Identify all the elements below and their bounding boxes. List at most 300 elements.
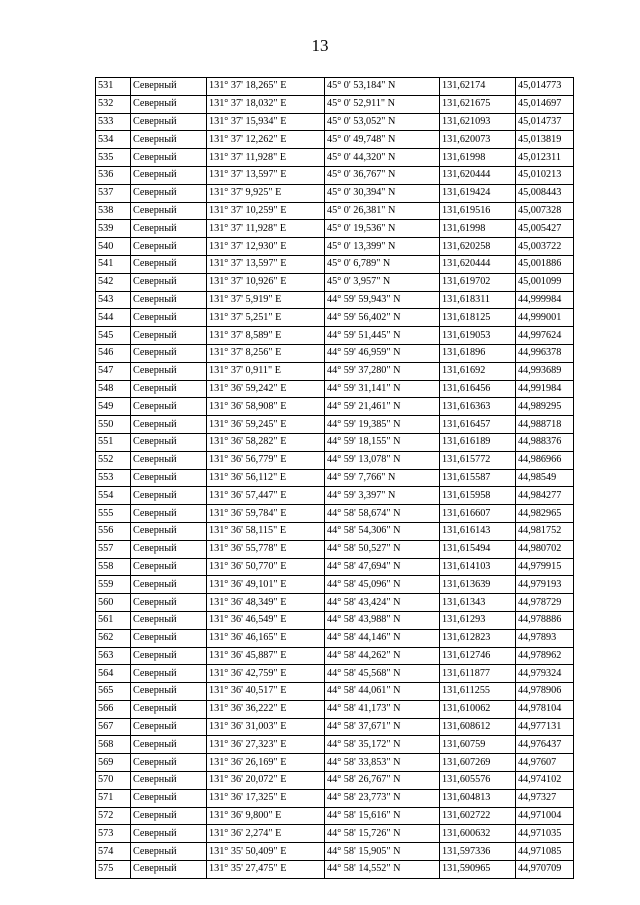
longitude-dms-cell: 131° 36' 58,115" E: [207, 522, 325, 540]
latitude-decimal-cell: 45,013819: [516, 131, 574, 149]
point-number-cell: 564: [96, 665, 131, 683]
latitude-dms-cell: 44° 58' 15,616" N: [325, 807, 440, 825]
direction-cell: Северный: [131, 149, 207, 167]
latitude-decimal-cell: 44,98549: [516, 469, 574, 487]
point-number-cell: 558: [96, 558, 131, 576]
direction-cell: Северный: [131, 772, 207, 790]
direction-cell: Северный: [131, 700, 207, 718]
latitude-dms-cell: 44° 58' 15,726" N: [325, 825, 440, 843]
direction-cell: Северный: [131, 202, 207, 220]
coordinates-table: [95, 77, 574, 879]
longitude-decimal-cell: 131,619702: [440, 273, 516, 291]
longitude-decimal-cell: 131,62174: [440, 78, 516, 96]
latitude-decimal-cell: 44,991984: [516, 380, 574, 398]
direction-cell: Северный: [131, 647, 207, 665]
latitude-decimal-cell: 45,005427: [516, 220, 574, 238]
longitude-decimal-cell: 131,615772: [440, 451, 516, 469]
direction-cell: Северный: [131, 291, 207, 309]
table-row: [96, 113, 574, 131]
longitude-decimal-cell: 131,611877: [440, 665, 516, 683]
latitude-dms-cell: 44° 58' 50,527" N: [325, 540, 440, 558]
table-row: [96, 220, 574, 238]
longitude-dms-cell: 131° 37' 8,256" E: [207, 344, 325, 362]
table-row: [96, 273, 574, 291]
latitude-dms-cell: 44° 58' 14,552" N: [325, 861, 440, 879]
longitude-decimal-cell: 131,61998: [440, 149, 516, 167]
longitude-decimal-cell: 131,621675: [440, 95, 516, 113]
latitude-dms-cell: 44° 59' 46,959" N: [325, 344, 440, 362]
latitude-dms-cell: 44° 59' 19,385" N: [325, 416, 440, 434]
table-row: [96, 736, 574, 754]
latitude-dms-cell: 45° 0' 26,381" N: [325, 202, 440, 220]
point-number-cell: 533: [96, 113, 131, 131]
table-row: [96, 522, 574, 540]
latitude-decimal-cell: 44,978906: [516, 683, 574, 701]
point-number-cell: 537: [96, 184, 131, 202]
direction-cell: Северный: [131, 683, 207, 701]
table-row: [96, 789, 574, 807]
latitude-dms-cell: 45° 0' 53,052" N: [325, 113, 440, 131]
table-row: [96, 594, 574, 612]
latitude-dms-cell: 44° 58' 35,172" N: [325, 736, 440, 754]
point-number-cell: 545: [96, 327, 131, 345]
longitude-decimal-cell: 131,60759: [440, 736, 516, 754]
longitude-dms-cell: 131° 36' 58,908" E: [207, 398, 325, 416]
direction-cell: Северный: [131, 558, 207, 576]
longitude-dms-cell: 131° 37' 5,251" E: [207, 309, 325, 327]
latitude-dms-cell: 44° 58' 47,694" N: [325, 558, 440, 576]
table-row: [96, 380, 574, 398]
direction-cell: Северный: [131, 505, 207, 523]
latitude-decimal-cell: 45,014697: [516, 95, 574, 113]
point-number-cell: 552: [96, 451, 131, 469]
longitude-decimal-cell: 131,61343: [440, 594, 516, 612]
point-number-cell: 541: [96, 255, 131, 273]
longitude-dms-cell: 131° 36' 27,323" E: [207, 736, 325, 754]
latitude-decimal-cell: 44,989295: [516, 398, 574, 416]
point-number-cell: 534: [96, 131, 131, 149]
latitude-decimal-cell: 44,979915: [516, 558, 574, 576]
longitude-dms-cell: 131° 36' 59,245" E: [207, 416, 325, 434]
longitude-dms-cell: 131° 36' 56,112" E: [207, 469, 325, 487]
latitude-decimal-cell: 45,014773: [516, 78, 574, 96]
direction-cell: Северный: [131, 825, 207, 843]
table-row: [96, 166, 574, 184]
point-number-cell: 540: [96, 238, 131, 256]
longitude-dms-cell: 131° 36' 46,165" E: [207, 629, 325, 647]
latitude-dms-cell: 44° 59' 37,280" N: [325, 362, 440, 380]
direction-cell: Северный: [131, 594, 207, 612]
longitude-decimal-cell: 131,602722: [440, 807, 516, 825]
table-row: [96, 451, 574, 469]
point-number-cell: 550: [96, 416, 131, 434]
table-row: [96, 362, 574, 380]
latitude-dms-cell: 45° 0' 52,911" N: [325, 95, 440, 113]
longitude-decimal-cell: 131,610062: [440, 700, 516, 718]
longitude-dms-cell: 131° 37' 11,928" E: [207, 220, 325, 238]
latitude-dms-cell: 44° 59' 13,078" N: [325, 451, 440, 469]
longitude-dms-cell: 131° 37' 10,259" E: [207, 202, 325, 220]
table-row: [96, 149, 574, 167]
latitude-decimal-cell: 44,988718: [516, 416, 574, 434]
latitude-decimal-cell: 44,999984: [516, 291, 574, 309]
latitude-dms-cell: 44° 59' 21,461" N: [325, 398, 440, 416]
longitude-decimal-cell: 131,608612: [440, 718, 516, 736]
latitude-decimal-cell: 44,978729: [516, 594, 574, 612]
table-row: [96, 487, 574, 505]
latitude-dms-cell: 44° 58' 43,424" N: [325, 594, 440, 612]
longitude-dms-cell: 131° 37' 15,934" E: [207, 113, 325, 131]
table-row: [96, 825, 574, 843]
table-row: [96, 665, 574, 683]
page-number: 13: [311, 36, 329, 55]
latitude-dms-cell: 44° 58' 37,671" N: [325, 718, 440, 736]
latitude-dms-cell: 45° 0' 19,536" N: [325, 220, 440, 238]
latitude-decimal-cell: 44,999001: [516, 309, 574, 327]
latitude-dms-cell: 44° 58' 44,262" N: [325, 647, 440, 665]
table-row: [96, 683, 574, 701]
longitude-dms-cell: 131° 36' 58,282" E: [207, 433, 325, 451]
table-row: [96, 95, 574, 113]
point-number-cell: 532: [96, 95, 131, 113]
longitude-decimal-cell: 131,61896: [440, 344, 516, 362]
longitude-dms-cell: 131° 37' 13,597" E: [207, 255, 325, 273]
direction-cell: Северный: [131, 362, 207, 380]
latitude-dms-cell: 44° 58' 23,773" N: [325, 789, 440, 807]
latitude-decimal-cell: 44,97893: [516, 629, 574, 647]
direction-cell: Северный: [131, 131, 207, 149]
latitude-dms-cell: 45° 0' 13,399" N: [325, 238, 440, 256]
longitude-decimal-cell: 131,61998: [440, 220, 516, 238]
longitude-decimal-cell: 131,618125: [440, 309, 516, 327]
direction-cell: Северный: [131, 380, 207, 398]
direction-cell: Северный: [131, 629, 207, 647]
latitude-decimal-cell: 45,012311: [516, 149, 574, 167]
longitude-decimal-cell: 131,615494: [440, 540, 516, 558]
latitude-decimal-cell: 44,977131: [516, 718, 574, 736]
longitude-decimal-cell: 131,620444: [440, 255, 516, 273]
longitude-decimal-cell: 131,616189: [440, 433, 516, 451]
longitude-dms-cell: 131° 37' 12,262" E: [207, 131, 325, 149]
point-number-cell: 560: [96, 594, 131, 612]
longitude-decimal-cell: 131,612823: [440, 629, 516, 647]
point-number-cell: 531: [96, 78, 131, 96]
longitude-decimal-cell: 131,618311: [440, 291, 516, 309]
direction-cell: Северный: [131, 309, 207, 327]
table-row: [96, 416, 574, 434]
longitude-dms-cell: 131° 37' 11,928" E: [207, 149, 325, 167]
latitude-decimal-cell: 44,986966: [516, 451, 574, 469]
direction-cell: Северный: [131, 220, 207, 238]
longitude-dms-cell: 131° 37' 0,911" E: [207, 362, 325, 380]
longitude-dms-cell: 131° 36' 20,072" E: [207, 772, 325, 790]
latitude-decimal-cell: 45,001099: [516, 273, 574, 291]
table-row: [96, 647, 574, 665]
latitude-decimal-cell: 44,981752: [516, 522, 574, 540]
latitude-decimal-cell: 44,978886: [516, 611, 574, 629]
longitude-decimal-cell: 131,621093: [440, 113, 516, 131]
direction-cell: Северный: [131, 754, 207, 772]
longitude-decimal-cell: 131,612746: [440, 647, 516, 665]
point-number-cell: 556: [96, 522, 131, 540]
latitude-decimal-cell: 44,984277: [516, 487, 574, 505]
longitude-decimal-cell: 131,620258: [440, 238, 516, 256]
latitude-decimal-cell: 45,008443: [516, 184, 574, 202]
table-row: [96, 576, 574, 594]
latitude-decimal-cell: 44,979193: [516, 576, 574, 594]
point-number-cell: 551: [96, 433, 131, 451]
longitude-dms-cell: 131° 36' 36,222" E: [207, 700, 325, 718]
latitude-dms-cell: 44° 58' 43,988" N: [325, 611, 440, 629]
latitude-decimal-cell: 45,014737: [516, 113, 574, 131]
table-row: [96, 291, 574, 309]
longitude-dms-cell: 131° 36' 59,242" E: [207, 380, 325, 398]
table-row: [96, 718, 574, 736]
latitude-decimal-cell: 44,978104: [516, 700, 574, 718]
longitude-decimal-cell: 131,613639: [440, 576, 516, 594]
table-row: [96, 629, 574, 647]
latitude-dms-cell: 45° 0' 53,184" N: [325, 78, 440, 96]
table-row: [96, 433, 574, 451]
longitude-decimal-cell: 131,605576: [440, 772, 516, 790]
longitude-dms-cell: 131° 36' 45,887" E: [207, 647, 325, 665]
direction-cell: Северный: [131, 789, 207, 807]
direction-cell: Северный: [131, 78, 207, 96]
point-number-cell: 572: [96, 807, 131, 825]
direction-cell: Северный: [131, 736, 207, 754]
point-number-cell: 567: [96, 718, 131, 736]
table-row: [96, 540, 574, 558]
point-number-cell: 559: [96, 576, 131, 594]
longitude-dms-cell: 131° 36' 57,447" E: [207, 487, 325, 505]
longitude-dms-cell: 131° 37' 12,930" E: [207, 238, 325, 256]
direction-cell: Северный: [131, 861, 207, 879]
longitude-decimal-cell: 131,61692: [440, 362, 516, 380]
latitude-dms-cell: 44° 58' 45,568" N: [325, 665, 440, 683]
longitude-decimal-cell: 131,616457: [440, 416, 516, 434]
point-number-cell: 573: [96, 825, 131, 843]
longitude-dms-cell: 131° 37' 5,919" E: [207, 291, 325, 309]
point-number-cell: 539: [96, 220, 131, 238]
latitude-dms-cell: 44° 58' 26,767" N: [325, 772, 440, 790]
longitude-dms-cell: 131° 37' 8,589" E: [207, 327, 325, 345]
point-number-cell: 569: [96, 754, 131, 772]
direction-cell: Северный: [131, 327, 207, 345]
table-row: [96, 807, 574, 825]
point-number-cell: 562: [96, 629, 131, 647]
direction-cell: Северный: [131, 576, 207, 594]
longitude-dms-cell: 131° 37' 9,925" E: [207, 184, 325, 202]
direction-cell: Северный: [131, 238, 207, 256]
latitude-dms-cell: 44° 58' 33,853" N: [325, 754, 440, 772]
point-number-cell: 570: [96, 772, 131, 790]
direction-cell: Северный: [131, 255, 207, 273]
latitude-decimal-cell: 45,001886: [516, 255, 574, 273]
point-number-cell: 563: [96, 647, 131, 665]
latitude-dms-cell: 44° 58' 15,905" N: [325, 843, 440, 861]
direction-cell: Северный: [131, 665, 207, 683]
latitude-decimal-cell: 44,978962: [516, 647, 574, 665]
latitude-dms-cell: 45° 0' 49,748" N: [325, 131, 440, 149]
latitude-decimal-cell: 44,988376: [516, 433, 574, 451]
table-row: [96, 202, 574, 220]
longitude-dms-cell: 131° 36' 26,169" E: [207, 754, 325, 772]
latitude-dms-cell: 45° 0' 44,320" N: [325, 149, 440, 167]
point-number-cell: 546: [96, 344, 131, 362]
latitude-decimal-cell: 44,982965: [516, 505, 574, 523]
longitude-decimal-cell: 131,615958: [440, 487, 516, 505]
longitude-decimal-cell: 131,619424: [440, 184, 516, 202]
longitude-dms-cell: 131° 35' 50,409" E: [207, 843, 325, 861]
direction-cell: Северный: [131, 273, 207, 291]
latitude-dms-cell: 45° 0' 36,767" N: [325, 166, 440, 184]
latitude-dms-cell: 44° 59' 3,397" N: [325, 487, 440, 505]
latitude-dms-cell: 44° 58' 45,096" N: [325, 576, 440, 594]
longitude-dms-cell: 131° 37' 13,597" E: [207, 166, 325, 184]
table-row: [96, 611, 574, 629]
longitude-decimal-cell: 131,615587: [440, 469, 516, 487]
latitude-decimal-cell: 44,971004: [516, 807, 574, 825]
direction-cell: Северный: [131, 398, 207, 416]
point-number-cell: 554: [96, 487, 131, 505]
latitude-dms-cell: 44° 59' 7,766" N: [325, 469, 440, 487]
latitude-dms-cell: 44° 59' 59,943" N: [325, 291, 440, 309]
longitude-decimal-cell: 131,616456: [440, 380, 516, 398]
latitude-dms-cell: 45° 0' 6,789" N: [325, 255, 440, 273]
longitude-dms-cell: 131° 37' 10,926" E: [207, 273, 325, 291]
latitude-decimal-cell: 45,007328: [516, 202, 574, 220]
longitude-decimal-cell: 131,619053: [440, 327, 516, 345]
direction-cell: Северный: [131, 95, 207, 113]
direction-cell: Северный: [131, 184, 207, 202]
longitude-decimal-cell: 131,61293: [440, 611, 516, 629]
direction-cell: Северный: [131, 807, 207, 825]
table-row: [96, 255, 574, 273]
latitude-decimal-cell: 44,976437: [516, 736, 574, 754]
latitude-decimal-cell: 44,97327: [516, 789, 574, 807]
table-row: [96, 772, 574, 790]
latitude-dms-cell: 44° 59' 18,155" N: [325, 433, 440, 451]
table-row: [96, 861, 574, 879]
latitude-dms-cell: 44° 59' 51,445" N: [325, 327, 440, 345]
direction-cell: Северный: [131, 344, 207, 362]
latitude-decimal-cell: 44,997624: [516, 327, 574, 345]
longitude-dms-cell: 131° 36' 56,779" E: [207, 451, 325, 469]
table-row: [96, 184, 574, 202]
latitude-dms-cell: 45° 0' 30,394" N: [325, 184, 440, 202]
direction-cell: Северный: [131, 540, 207, 558]
direction-cell: Северный: [131, 166, 207, 184]
point-number-cell: 542: [96, 273, 131, 291]
latitude-dms-cell: 44° 59' 56,402" N: [325, 309, 440, 327]
point-number-cell: 574: [96, 843, 131, 861]
table-row: [96, 469, 574, 487]
latitude-decimal-cell: 44,971085: [516, 843, 574, 861]
longitude-dms-cell: 131° 36' 59,784" E: [207, 505, 325, 523]
point-number-cell: 536: [96, 166, 131, 184]
longitude-decimal-cell: 131,590965: [440, 861, 516, 879]
direction-cell: Северный: [131, 843, 207, 861]
direction-cell: Северный: [131, 451, 207, 469]
latitude-dms-cell: 44° 58' 44,061" N: [325, 683, 440, 701]
latitude-dms-cell: 45° 0' 3,957" N: [325, 273, 440, 291]
direction-cell: Северный: [131, 487, 207, 505]
longitude-decimal-cell: 131,619516: [440, 202, 516, 220]
longitude-decimal-cell: 131,616143: [440, 522, 516, 540]
table-row: [96, 505, 574, 523]
longitude-decimal-cell: 131,611255: [440, 683, 516, 701]
latitude-decimal-cell: 44,971035: [516, 825, 574, 843]
latitude-dms-cell: 44° 58' 41,173" N: [325, 700, 440, 718]
point-number-cell: 553: [96, 469, 131, 487]
point-number-cell: 566: [96, 700, 131, 718]
longitude-dms-cell: 131° 37' 18,265" E: [207, 78, 325, 96]
point-number-cell: 575: [96, 861, 131, 879]
longitude-decimal-cell: 131,604813: [440, 789, 516, 807]
table-row: [96, 558, 574, 576]
latitude-dms-cell: 44° 58' 54,306" N: [325, 522, 440, 540]
point-number-cell: 549: [96, 398, 131, 416]
longitude-dms-cell: 131° 36' 49,101" E: [207, 576, 325, 594]
longitude-dms-cell: 131° 36' 42,759" E: [207, 665, 325, 683]
longitude-decimal-cell: 131,607269: [440, 754, 516, 772]
direction-cell: Северный: [131, 113, 207, 131]
latitude-decimal-cell: 44,97607: [516, 754, 574, 772]
longitude-dms-cell: 131° 36' 17,325" E: [207, 789, 325, 807]
point-number-cell: 535: [96, 149, 131, 167]
point-number-cell: 543: [96, 291, 131, 309]
table-row: [96, 78, 574, 96]
longitude-dms-cell: 131° 36' 40,517" E: [207, 683, 325, 701]
table-row: [96, 700, 574, 718]
longitude-decimal-cell: 131,620444: [440, 166, 516, 184]
longitude-decimal-cell: 131,616607: [440, 505, 516, 523]
latitude-decimal-cell: 44,974102: [516, 772, 574, 790]
table-row: [96, 398, 574, 416]
longitude-decimal-cell: 131,600632: [440, 825, 516, 843]
latitude-decimal-cell: 44,970709: [516, 861, 574, 879]
direction-cell: Северный: [131, 469, 207, 487]
point-number-cell: 561: [96, 611, 131, 629]
longitude-dms-cell: 131° 36' 46,549" E: [207, 611, 325, 629]
longitude-dms-cell: 131° 36' 48,349" E: [207, 594, 325, 612]
point-number-cell: 571: [96, 789, 131, 807]
point-number-cell: 538: [96, 202, 131, 220]
longitude-dms-cell: 131° 36' 50,770" E: [207, 558, 325, 576]
point-number-cell: 547: [96, 362, 131, 380]
point-number-cell: 568: [96, 736, 131, 754]
longitude-decimal-cell: 131,614103: [440, 558, 516, 576]
direction-cell: Северный: [131, 433, 207, 451]
point-number-cell: 555: [96, 505, 131, 523]
latitude-decimal-cell: 44,979324: [516, 665, 574, 683]
longitude-dms-cell: 131° 36' 9,800" E: [207, 807, 325, 825]
direction-cell: Северный: [131, 522, 207, 540]
longitude-dms-cell: 131° 37' 18,032" E: [207, 95, 325, 113]
direction-cell: Северный: [131, 611, 207, 629]
point-number-cell: 565: [96, 683, 131, 701]
table-row: [96, 754, 574, 772]
table-row: [96, 309, 574, 327]
coordinates-table-body: [96, 78, 574, 879]
table-row: [96, 344, 574, 362]
point-number-cell: 544: [96, 309, 131, 327]
longitude-decimal-cell: 131,616363: [440, 398, 516, 416]
longitude-dms-cell: 131° 36' 55,778" E: [207, 540, 325, 558]
direction-cell: Северный: [131, 718, 207, 736]
latitude-dms-cell: 44° 59' 31,141" N: [325, 380, 440, 398]
point-number-cell: 557: [96, 540, 131, 558]
